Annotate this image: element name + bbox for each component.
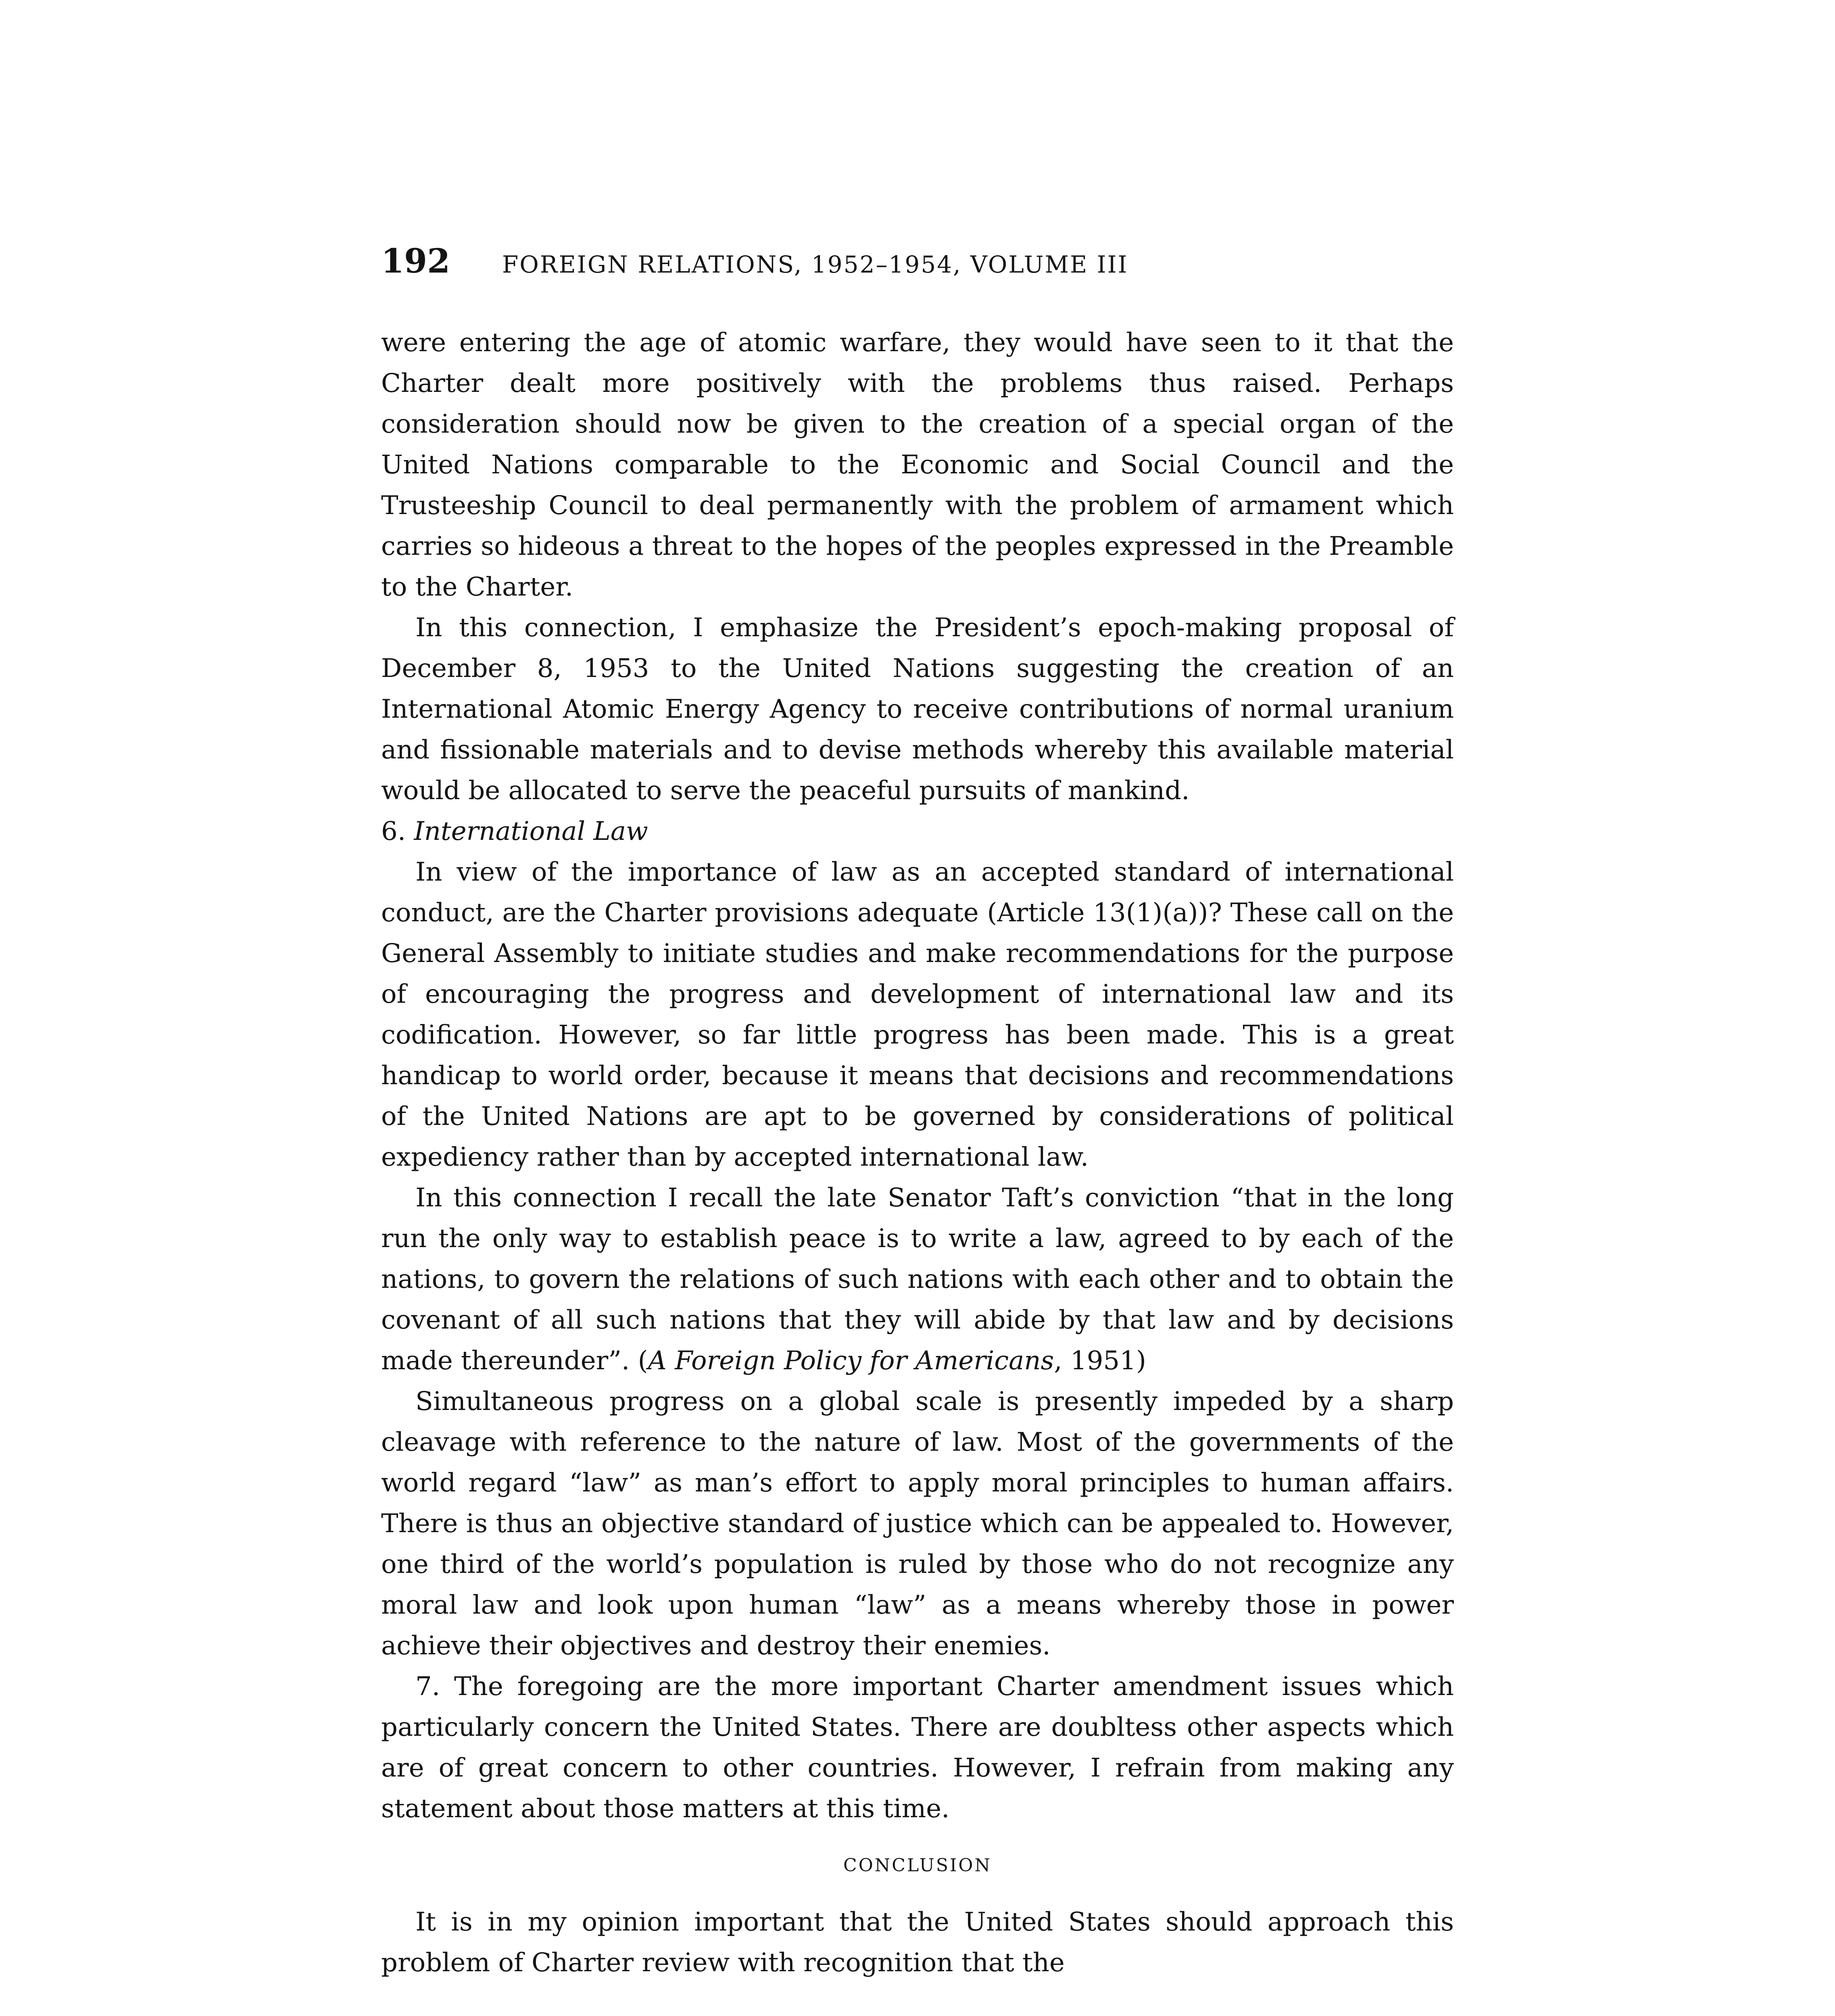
taft-quote-text: In this connection I recall the late Senator Taft’s conviction “that in the long run the only way to establish peace is to write a law, agreed to by each of the nations, to govern the relations of such nations with each other and to obtain the covenant of all such nations that they will abide by that law and by decisions made thereunder”. ( [381, 1183, 1454, 1376]
citation-year: , 1951) [1054, 1346, 1146, 1376]
paragraph-continuation: were entering the age of atomic warfare, they would have seen to it that the Charter dealt more positively with the problems thus raised. Perhaps consideration should now be given to the creation of a special organ of the United Nations comparable to the Economic and Social Council and the Trusteeship Council to deal permanently with the problem of armament which carries so hideous a threat to the hopes of the peoples expressed in the Preamble to the Charter. [381, 328, 1454, 602]
section-heading-international-law [381, 811, 1454, 852]
section-title: International Law [414, 816, 648, 846]
paragraph-taft-quote [381, 1178, 1454, 1381]
section-number: 6. [381, 816, 406, 846]
paragraph-charter-provisions: In view of the importance of law as an accepted standard of international conduct, are the Charter provisions adequate (Article 13(1)(a))? These call on the General Assembly to initiate studies and make recommendations for the purpose of encouraging the progress and development of international law and its codification. However, so far little progress has been made. This is a great handicap to world order, because it means that decisions and recommendations of the United Nations are apt to be governed by considerations of political expediency rather than by accepted international law. [381, 857, 1454, 1172]
running-head: FOREIGN RELATIONS, 1952–1954, VOLUME III [502, 251, 1128, 278]
paragraph-atomic-energy: In this connection, I emphasize the President’s epoch-making proposal of December 8, 1953 to the United Nations suggesting the creation of an International Atomic Energy Agency to receive contributions of normal uranium and fissionable materials and to devise methods whereby this available material would be allocated to serve the peaceful pursuits of mankind. [381, 613, 1454, 806]
page-header [381, 242, 1470, 286]
paragraph-amendment-issues: 7. The foregoing are the more important Charter amendment issues which particularly concern the United States. There are doubltess other aspects which are of great concern to other countries. However, I refrain from making any statement about those matters at this time. [381, 1672, 1454, 1824]
citation-title: A Foreign Policy for Americans [648, 1346, 1054, 1376]
page-number: 192 [381, 242, 450, 281]
paragraph-nature-of-law: Simultaneous progress on a global scale is presently impeded by a sharp cleavage with reference to the nature of law. Most of the governments of the world regard “law” as man’s effort to apply moral principles to human affairs. There is thus an objective standard of justice which can be appealed to. However, one third of the world’s population is ruled by those who do not recognize any moral law and look upon human “law” as a means whereby those in power achieve their objectives and destroy their enemies. [381, 1387, 1454, 1661]
body-text [381, 323, 1454, 1983]
paragraph-conclusion: It is in my opinion important that the United States should approach this problem of Charter review with recognition that the [381, 1907, 1454, 1978]
conclusion-heading: CONCLUSION [843, 1855, 992, 1876]
